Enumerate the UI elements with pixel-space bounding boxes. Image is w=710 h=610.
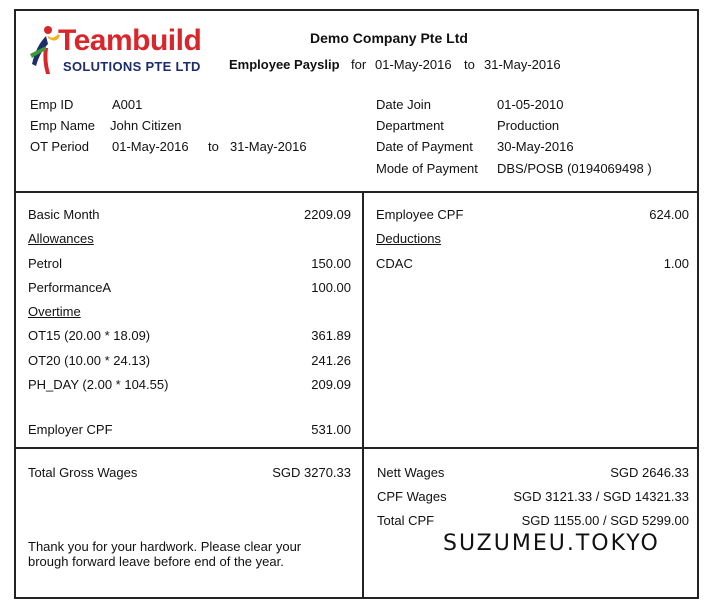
divider-columns [362,191,364,599]
period-to-label: to [464,57,475,72]
divider-totals [14,447,699,449]
logo-figure-icon [26,24,62,76]
date-join-label: Date Join [376,97,431,112]
allowance-label: PerformanceA [28,280,112,295]
total-cpf-label: Total CPF [377,513,435,528]
ot-period-label: OT Period [30,139,90,154]
payslip-title: Employee Payslip [229,57,340,72]
watermark-text: SUZUMEU.TOKYO [443,531,660,556]
payment-mode-value: DBS/POSB (0194069498 ) [497,161,652,176]
ot-period-end: 31-May-2016 [230,139,307,154]
date-join-value: 01-05-2010 [497,97,564,112]
footer-note-line-2: brough forward leave before end of the year. [28,554,284,569]
overtime-label: OT15 (20.00 * 18.09) [28,328,151,343]
ot-period-to: to [208,139,219,154]
overtime-heading: Overtime [28,304,81,319]
overtime-value: 241.26 [311,353,351,368]
payment-date-value: 30-May-2016 [497,139,574,154]
gross-wages-value: SGD 3270.33 [272,465,351,480]
department-value: Production [497,118,560,133]
allowance-value: 150.00 [311,256,351,271]
overtime-value: 361.89 [311,328,351,343]
nett-wages-label: Nett Wages [377,465,445,480]
company-name: Demo Company Pte Ltd [310,30,468,46]
deduction-label: CDAC [376,256,413,271]
allowances-heading: Allowances [28,231,94,246]
allowance-label: Petrol [28,256,62,271]
employee-cpf-label: Employee CPF [376,207,464,222]
total-cpf-value: SGD 1155.00 / SGD 5299.00 [521,513,689,528]
period-end: 31-May-2016 [484,57,561,72]
emp-name-value: John Citizen [110,118,182,133]
overtime-label: OT20 (10.00 * 24.13) [28,353,151,368]
period-for-label: for [351,57,367,72]
payment-mode-label: Mode of Payment [376,161,478,176]
employer-cpf-label: Employer CPF [28,422,113,437]
period-start: 01-May-2016 [375,57,452,72]
deduction-value: 1.00 [663,256,689,271]
basic-month-label: Basic Month [28,207,100,222]
gross-wages-label: Total Gross Wages [28,465,138,480]
department-label: Department [376,118,444,133]
deductions-heading: Deductions [376,231,442,246]
employee-cpf-value: 624.00 [649,207,689,222]
ot-period-start: 01-May-2016 [112,139,189,154]
cpf-wages-label: CPF Wages [377,489,447,504]
employer-cpf-value: 531.00 [311,422,351,437]
logo-subtitle: SOLUTIONS PTE LTD [63,59,201,74]
overtime-label: PH_DAY (2.00 * 104.55) [28,377,169,392]
allowance-value: 100.00 [311,280,351,295]
basic-month-value: 2209.09 [304,207,351,222]
overtime-value: 209.09 [311,377,351,392]
logo-title: Teambuild [58,24,202,57]
divider-header [14,191,699,193]
nett-wages-value: SGD 2646.33 [610,465,689,480]
payment-date-label: Date of Payment [376,139,473,154]
emp-id-label: Emp ID [30,97,74,112]
emp-id-value: A001 [112,97,143,112]
footer-note-line-1: Thank you for your hardwork. Please clear your [28,539,302,554]
emp-name-label: Emp Name [30,118,96,133]
cpf-wages-value: SGD 3121.33 / SGD 14321.33 [513,489,689,504]
